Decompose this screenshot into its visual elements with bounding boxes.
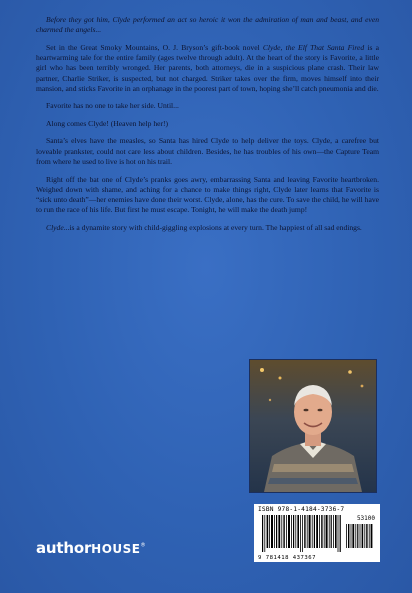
paragraph-pranks: Right off the bat one of Clyde’s pranks goes awry, embarrassing Santa and leaving Favorite heartbroken. Weighed down with shame, and aching for a chance to make things right, Clyde later learns that Favorite is “sick unto death”—her enemies have done their worst. Clyde, alone, has the cure. To save the child, he will have to run the race of his life. But first he must escape. Tonight, he will make the death jump! bbox=[36, 174, 379, 215]
teaser-paragraph: Before they got him, Clyde performed an act so heroic it won the admiration of man and beast, and even charmed the angels... bbox=[36, 15, 379, 35]
closing-paragraph: Clyde...is a dynamite story with child-giggling explosions at every turn. The happiest of all sad endings. bbox=[46, 222, 362, 232]
cover-blurb bbox=[36, 15, 379, 240]
author-photo bbox=[249, 359, 377, 493]
paragraph-favorite: Favorite has no one to take her side. Until... bbox=[46, 101, 179, 111]
paragraph-elves: Santa’s elves have the measles, so Santa has hired Clyde to help deliver the toys. Clyde, a carefree but loveable prankster, could not care less about children. Besides, he has troubles of his own—the Capture Team from where he used to live is hot on his trail. bbox=[36, 136, 379, 167]
barcode-bars bbox=[254, 504, 380, 562]
logo-house-text: HOUSE bbox=[91, 542, 141, 556]
price-code: 53100 bbox=[356, 515, 375, 522]
logo-author-text: author bbox=[36, 539, 92, 557]
synopsis-paragraph: Set in the Great Smoky Mountains, O. J. Bryson’s gift-book novel Clyde, the Elf That Santa Fired is a heartwarming tale for the entire family (ages twelve through adult). At the heart of the story is Favorite, a little girl who has been terribly wronged. Her parents, both attorneys, die in a suspicious plane crash. Their law partner, Charlie Striker, is suspected, but not charged. Striker takes over the firm, moves himself into their mansion, and sticks Favorite in an orphanage in the poorest part of town, hoping she’ll catch pneumonia and die. bbox=[36, 42, 379, 93]
isbn-barcode bbox=[254, 504, 380, 562]
paragraph-clyde: Along comes Clyde! (Heaven help her!) bbox=[46, 118, 169, 128]
isbn-number: ISBN 978-1-4184-3736-7 bbox=[258, 506, 345, 513]
registered-mark: ® bbox=[140, 542, 146, 549]
ean-digits: 9 781418 437367 bbox=[258, 555, 317, 561]
author-portrait-image bbox=[250, 360, 376, 492]
publisher-logo bbox=[36, 538, 145, 557]
book-title: Clyde, the Elf That Santa Fired bbox=[262, 42, 365, 52]
